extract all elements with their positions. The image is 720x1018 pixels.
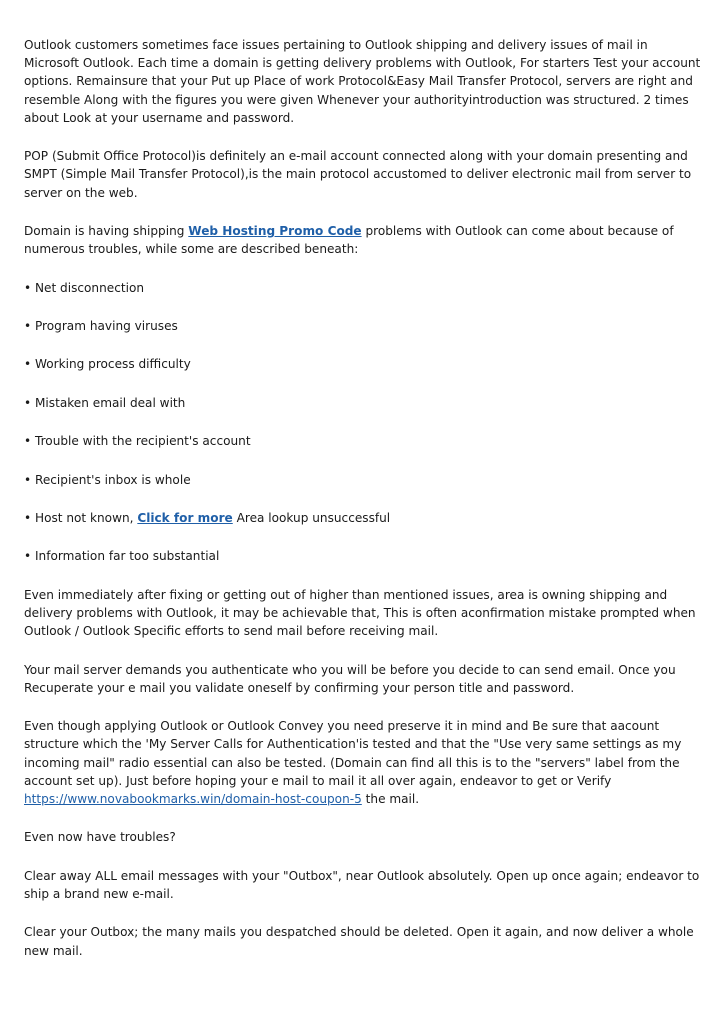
bullet-item: • Working process difficulty <box>24 357 191 372</box>
bullet-item: • Program having viruses <box>24 318 178 333</box>
bullet-item: • Mistaken email deal with <box>24 395 186 410</box>
bullet-item: • Information far too substantial <box>24 549 220 564</box>
document-body <box>24 36 704 980</box>
paragraph-authenticate: Your mail server demands you authenticate who you will be before you decide to can send email. Once you Recuperate your e mail you validate oneself by confirming your person title and password. <box>24 662 676 695</box>
web-hosting-promo-code-link[interactable]: Web Hosting Promo Code <box>188 224 362 238</box>
paragraph-text: Domain is having shipping <box>24 224 189 238</box>
paragraph-after-fixing: Even immediately after fixing or getting out of higher than mentioned issues, area is owning shipping and delivery problems with Outlook, it may be achievable that, This is often aconfirmation mistake prompted when Outlook / Outlook Specific efforts to send mail before receiving mail. <box>24 587 696 639</box>
bullet-item: • Net disconnection <box>24 280 145 295</box>
paragraph-server-settings <box>24 717 704 808</box>
bullet-text: • Host not known, <box>24 510 138 525</box>
paragraph-outlook-issues: Outlook customers sometimes face issues pertaining to Outlook shipping and delivery issues of mail in Microsoft Outlook. Each time a domain is getting delivery problems with Outlook, For starters Test your account options. Remainsure that your Put up Place of work Protocol&Easy Mail Transfer Protocol, servers are right and resemble Along with the figures you were given Whenever your authorityintroduction was structured. 2 times about Look at your username and password. <box>24 38 701 125</box>
novabookmarks-url-link[interactable]: https://www.novabookmarks.win/domain-host-coupon-5 <box>24 791 362 806</box>
paragraph-text: problems with Outlook can come about because of numerous troubles, while some are described beneath: <box>24 224 674 257</box>
paragraph-text: the mail. <box>361 791 420 806</box>
bullet-item: • Recipient's inbox is whole <box>24 472 191 487</box>
paragraph-pop-smtp: POP (Submit Office Protocol)is definitely an e-mail account connected along with your domain presenting and SMPT (Simple Mail Transfer Protocol),is the main protocol accustomed to deliver electronic mail from server to server on the web. <box>24 149 692 200</box>
paragraph-text: Even though applying Outlook or Outlook Convey you need preserve it in mind and Be sure that aacount structure which the 'My Server Calls for Authentication'is tested and that the "Use very same settings as my incoming mail" radio essential can also be tested. (Domain can find all this is to the "servers" label from the account set up). Just before hoping your e mail to mail it all over again, endeavor to get or Verify <box>24 719 682 788</box>
bullet-text: Area lookup unsuccessful <box>232 510 391 525</box>
bullet-item <box>24 509 704 527</box>
click-for-more-link[interactable]: Click for more <box>137 510 233 525</box>
paragraph-clear-outbox: Clear away ALL email messages with your "Outbox", near Outlook absolutely. Open up once again; endeavor to ship a brand new e-mail. <box>24 868 700 901</box>
bullet-item: • Trouble with the recipient's account <box>24 434 251 449</box>
paragraph-domain-shipping <box>24 222 704 258</box>
paragraph-clear-outbox-again: Clear your Outbox; the many mails you despatched should be deleted. Open it again, and now deliver a whole new mail. <box>24 925 694 958</box>
paragraph-still-troubles: Even now have troubles? <box>24 830 176 845</box>
